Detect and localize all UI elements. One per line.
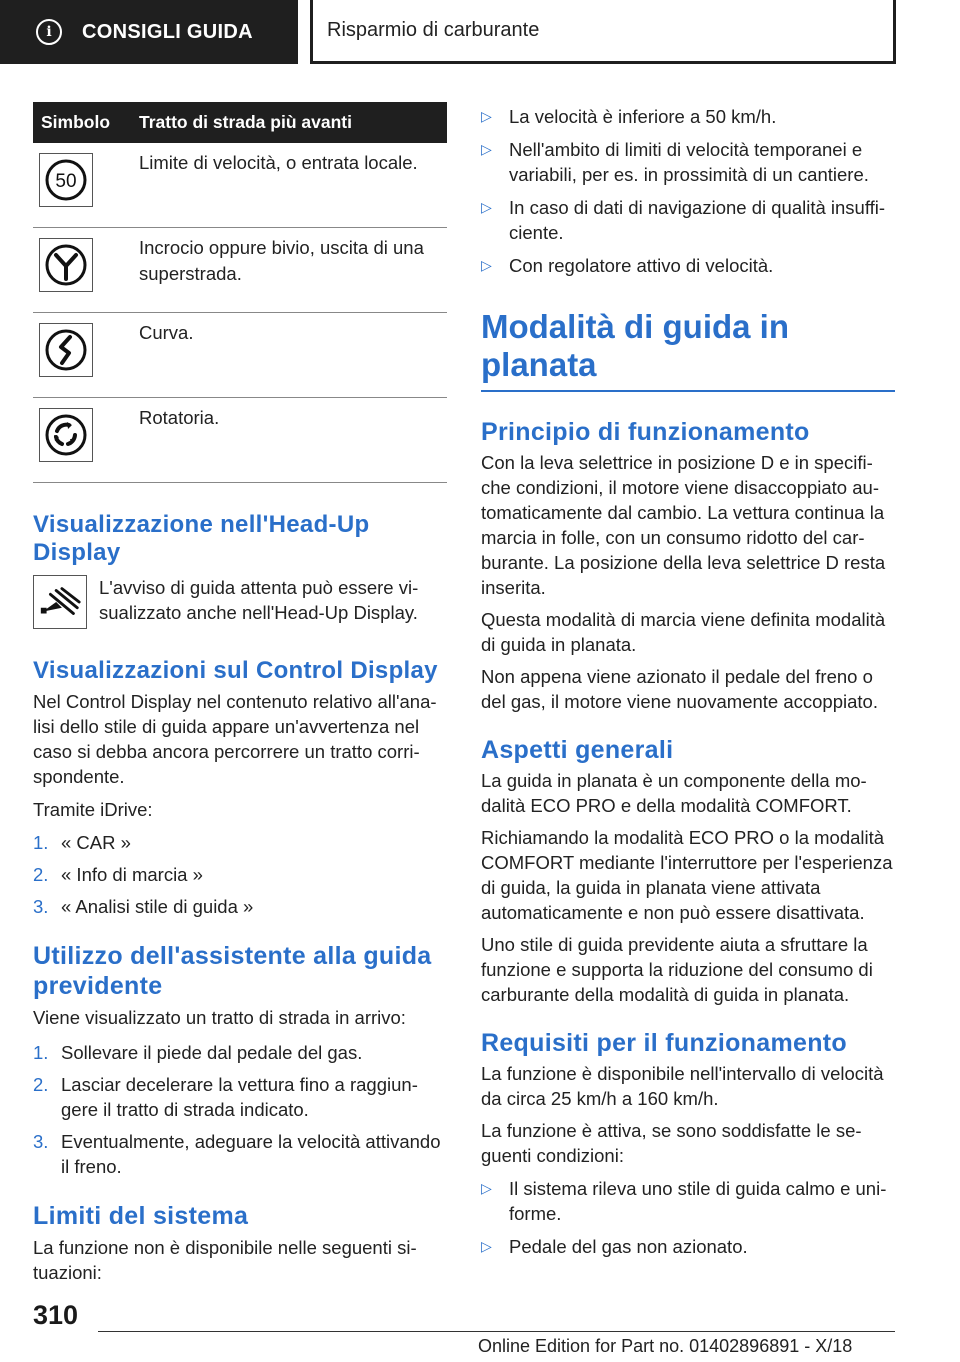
list-item: 3. Eventualmente, adeguare la velocità attivando il freno.	[33, 1131, 441, 1177]
requirements-p2: La funzione è attiva, se sono soddisfatte le seguenti condizioni:	[481, 1120, 862, 1166]
general-p2: Richiamando la modalità ECO PRO o la modalità COMFORT mediante l'interruttore per l'esperienza di guida, la guida in planata viene attivata automaticamente e non può essere disattivata.	[481, 827, 893, 923]
attentive-driving-icon	[33, 575, 87, 629]
table-header-road: Tratto di strada più avanti	[139, 102, 447, 143]
requirements-p1: La funzione è disponibile nell'intervallo di velocità da circa 25 km/h a 160 km/h.	[481, 1063, 884, 1109]
table-cell-text: Rotatoria.	[139, 398, 447, 483]
list-item: 1. « CAR »	[33, 832, 131, 853]
page-number: 310	[33, 1300, 79, 1330]
menu-path-list	[33, 830, 447, 919]
assistant-heading: Utilizzo dell'assistente alla guida previdente	[33, 942, 432, 1000]
junction-icon	[39, 238, 93, 292]
table-row	[33, 313, 447, 398]
footer-edition: Online Edition for Part no. 01402896891 - X/18	[478, 1336, 853, 1356]
limits-heading: Limiti del sistema	[33, 1202, 249, 1230]
chapter-tab	[310, 0, 896, 64]
control-display-text: Nel Control Display nel contenuto relativo all'analisi dello stile di guida appare un'avvertenza nel caso si debba ancora percorrere un tratto corrispondente.	[33, 691, 437, 787]
table-cell-text: Limite di velocità, o entrata locale.	[139, 143, 447, 228]
info-icon: i	[36, 19, 62, 45]
list-item: ▷ Con regolatore attivo di velocità.	[481, 255, 774, 276]
symbol-table	[33, 102, 447, 483]
table-row	[33, 398, 447, 483]
roundabout-icon	[39, 408, 93, 462]
table-cell-text: Curva.	[139, 313, 447, 398]
section-tab	[0, 0, 298, 64]
limits-text: La funzione non è disponibile nelle seguenti situazioni:	[33, 1237, 417, 1283]
limits-list	[481, 104, 895, 278]
principle-heading: Principio di funzionamento	[481, 418, 810, 446]
list-item: ▷ Pedale del gas non azionato.	[481, 1236, 748, 1257]
table-header	[33, 102, 447, 143]
right-column	[481, 104, 895, 1259]
steps-list	[33, 1040, 447, 1179]
chapter-title: Risparmio di carburante	[327, 19, 540, 41]
principle-p2: Questa modalità di marcia viene definita modalità di guida in planata.	[481, 609, 886, 655]
principle-p1: Con la leva selettrice in posizione D e in specifiche condizioni, il motore viene disaccoppiato automaticamente dal cambio. La vettura continua la marcia in folle, con un consumo ridotto del carburante. La posizione della leva selettrice D resta inserita.	[481, 452, 886, 598]
hud-heading: Visualizzazione nell'Head-Up Display	[33, 511, 370, 566]
table-header-symbol: Simbolo	[33, 102, 139, 143]
requirements-list	[481, 1176, 895, 1259]
left-column	[33, 102, 447, 1285]
table-row	[33, 228, 447, 313]
list-item: 3. « Analisi stile di guida »	[33, 896, 254, 917]
idrive-label: Tramite iDrive:	[33, 799, 153, 820]
general-p1: La guida in planata è un componente della modalità ECO PRO e della modalità COMFORT.	[481, 770, 867, 816]
heading-rule	[481, 390, 895, 392]
section-title: CONSIGLI GUIDA	[82, 20, 253, 43]
list-item: 2. « Info di marcia »	[33, 864, 203, 885]
assistant-text: Viene visualizzato un tratto di strada in arrivo:	[33, 1007, 406, 1028]
list-item: 2. Lasciar decelerare la vettura fino a raggiungere il tratto di strada indicato.	[33, 1074, 418, 1120]
curve-icon	[39, 323, 93, 377]
footer-rule	[98, 1331, 895, 1332]
requirements-heading: Requisiti per il funzionamento	[481, 1029, 847, 1057]
hud-text: L'avviso di guida attenta può essere visualizzato anche nell'Head-Up Display.	[99, 577, 419, 623]
speed-limit-50-icon	[39, 153, 93, 207]
main-heading: Modalità di guida in planata	[481, 308, 789, 383]
general-p3: Uno stile di guida previdente aiuta a sfruttare la funzione e supporta la riduzione del consumo di carburante della modalità di guida in planata.	[481, 934, 873, 1005]
table-cell-text: Incrocio oppure bivio, uscita di una superstrada.	[139, 228, 447, 313]
list-item: ▷ La velocità è inferiore a 50 km/h.	[481, 106, 777, 127]
principle-p3: Non appena viene azionato il pedale del freno o del gas, il motore viene nuovamente accoppiato.	[481, 666, 878, 712]
list-item: 1. Sollevare il piede dal pedale del gas.	[33, 1042, 363, 1063]
control-display-heading: Visualizzazioni sul Control Display	[33, 657, 438, 684]
table-row	[33, 143, 447, 228]
speed-limit-value: 50	[55, 171, 77, 192]
list-item: ▷ Il sistema rileva uno stile di guida calmo e uniforme.	[481, 1178, 887, 1224]
general-heading: Aspetti generali	[481, 736, 674, 764]
list-item: ▷ Nell'ambito di limiti di velocità temporanei e variabili, per es. in prossimità di un cantiere.	[481, 139, 869, 185]
list-item: ▷ In caso di dati di navigazione di qualità insufficiente.	[481, 197, 886, 243]
